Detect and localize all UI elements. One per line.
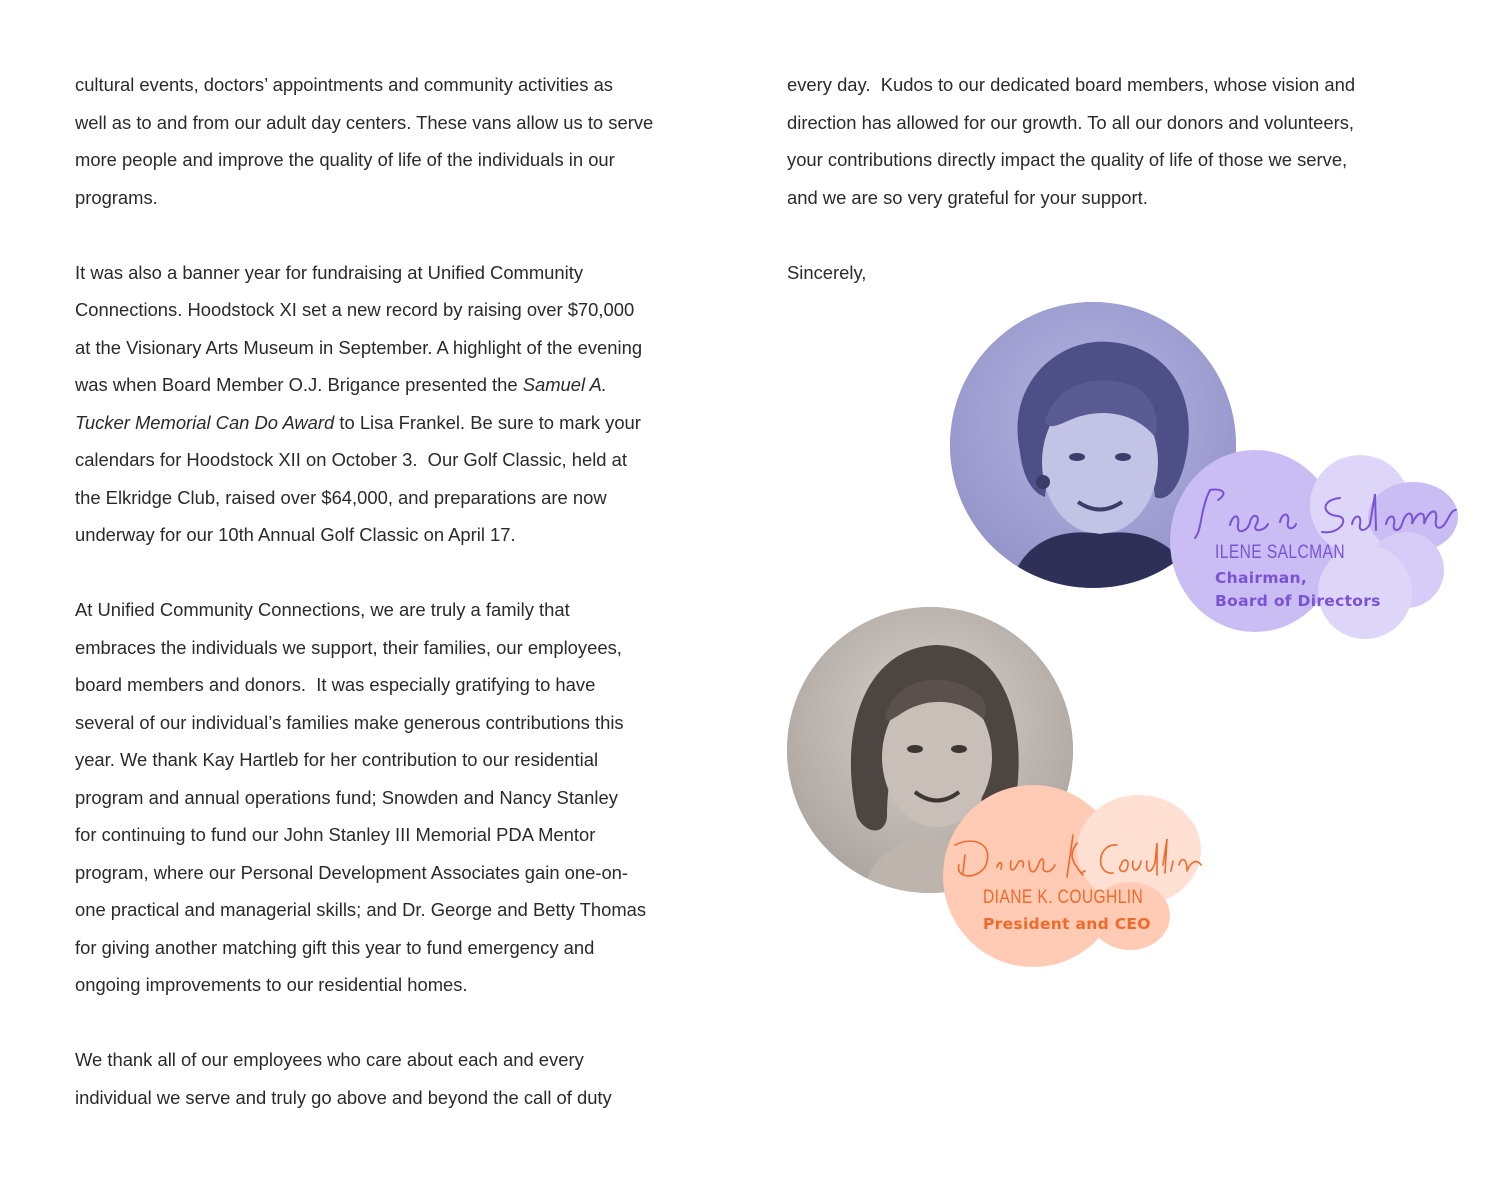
text-line: Connections. Hoodstock XI set a new record by raising over $70,000 [75, 299, 635, 320]
text-line: and we are so very grateful for your support. [787, 186, 1148, 208]
text-line [75, 366, 735, 404]
text-line: ongoing improvements to our residential homes. [75, 974, 468, 995]
signatory-title-line1: Chairman, [1215, 569, 1308, 587]
signatory-name: ILENE SALCMAN [1215, 542, 1346, 563]
text-line: your contributions directly impact the quality of life of those we serve, [787, 149, 1348, 170]
text-line: one practical and managerial skills; and Dr. George and Betty Thomas [75, 899, 647, 920]
left-column [75, 66, 735, 1116]
text-line: We thank all of our employees who care about each and every [75, 1049, 584, 1070]
signatory-name: DIANE K. COUGHLIN [983, 887, 1144, 908]
text-line: several of our individual’s families make generous contributions this [75, 711, 624, 733]
closing: Sincerely, [787, 261, 867, 283]
text-line: embraces the individuals we support, their families, our employees, [75, 636, 622, 658]
text-line: more people and improve the quality of life of the individuals in our [75, 149, 615, 170]
text-line: at the Visionary Arts Museum in September. A highlight of the evening [75, 336, 643, 358]
text-line: program and annual operations fund; Snowden and Nancy Stanley [75, 786, 618, 808]
signature-ilene-salcman [1190, 480, 1460, 550]
signatory-title-line2: Board of Directors [1215, 592, 1381, 610]
text-run: to Lisa Frankel. Be sure to mark your [334, 411, 641, 433]
text-line: cultural events, doctors’ appointments and community activities as [75, 74, 614, 95]
signatory-title-line1: President and CEO [983, 915, 1151, 933]
text-line: calendars for Hoodstock XII on October 3. Our Golf Classic, held at [75, 449, 627, 470]
signature-diane-coughlin [945, 825, 1205, 895]
text-line: program, where our Personal Development Associates gain one-on- [75, 861, 629, 883]
text-line [75, 404, 735, 442]
text-line: At Unified Community Connections, we are truly a family that [75, 599, 570, 620]
text-line: every day. Kudos to our dedicated board members, whose vision and [787, 74, 1356, 95]
text-line: programs. [75, 186, 158, 208]
award-name-part2: Tucker Memorial Can Do Award [75, 411, 335, 433]
text-line: for continuing to fund our John Stanley III Memorial PDA Mentor [75, 824, 596, 845]
text-line: direction has allowed for our growth. To all our donors and volunteers, [787, 111, 1355, 133]
text-line: individual we serve and truly go above and beyond the call of duty [75, 1086, 612, 1108]
text-run: was when Board Member O.J. Brigance presented the [75, 374, 523, 395]
text-line: board members and donors. It was especially gratifying to have [75, 674, 596, 695]
right-column [787, 66, 1447, 291]
text-line: for giving another matching gift this year to fund emergency and [75, 936, 595, 958]
text-line: the Elkridge Club, raised over $64,000, and preparations are now [75, 486, 607, 508]
text-line: well as to and from our adult day centers. These vans allow us to serve [75, 111, 654, 133]
text-line: year. We thank Kay Hartleb for her contribution to our residential [75, 749, 599, 770]
text-line: underway for our 10th Annual Golf Classic on April 17. [75, 524, 516, 545]
text-line: It was also a banner year for fundraising at Unified Community [75, 261, 584, 283]
award-name-part1: Samuel A. [522, 374, 607, 395]
